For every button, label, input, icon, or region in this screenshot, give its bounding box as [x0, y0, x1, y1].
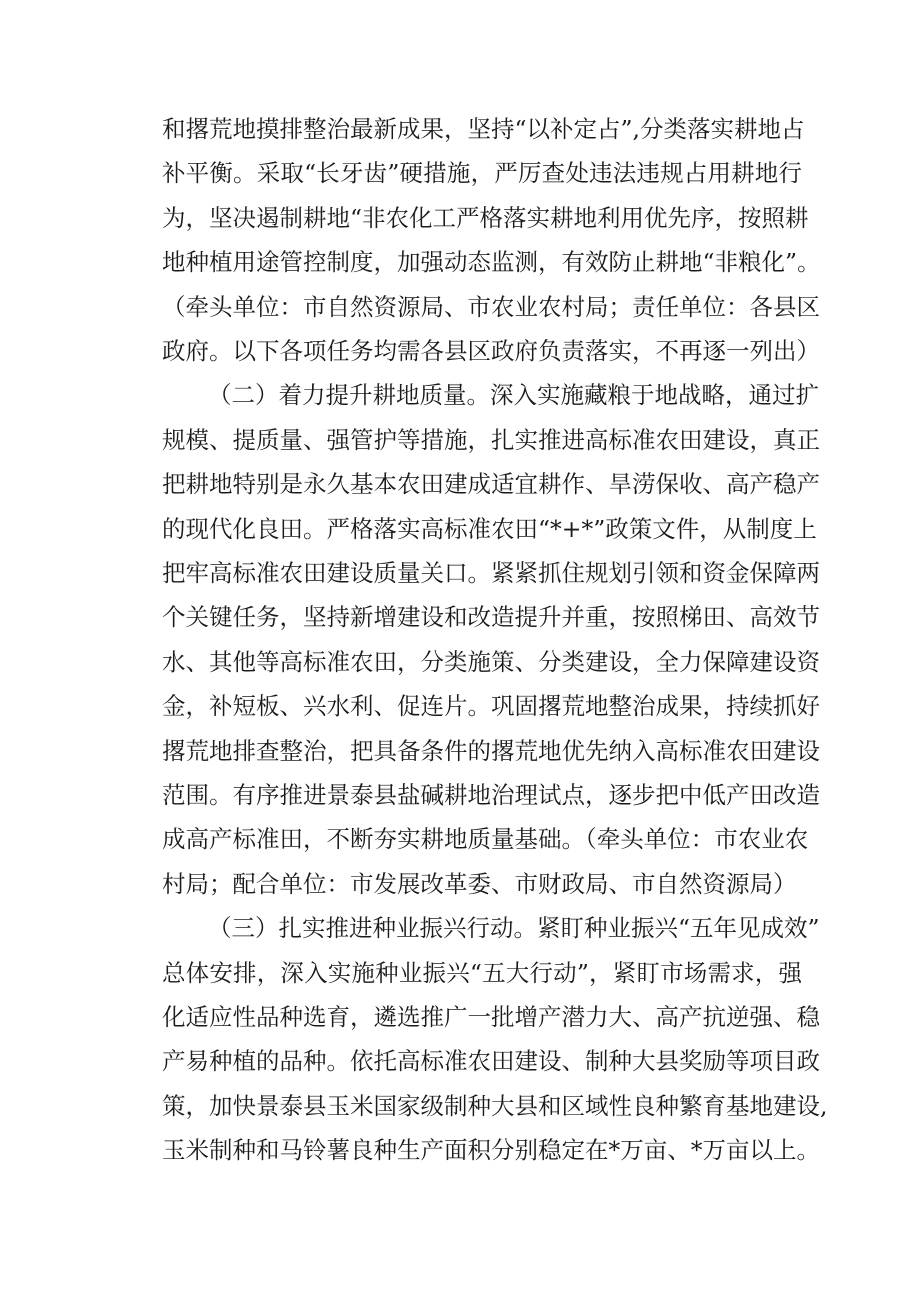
- text-line: 水、其他等高标准农田，分类施策、分类建设，全力保障建设资: [162, 648, 820, 676]
- text-line: 的现代化良田。严格落实高标准农田“*+*”政策文件，从制度上: [162, 515, 817, 543]
- text-line: 产易种植的品种。依托高标准农田建设、制种大县奖励等项目政: [162, 1047, 820, 1075]
- text-line: 策，加快景泰县玉米国家级制种大县和区域性良种繁育基地建设,: [162, 1092, 828, 1120]
- text-line: 政府。以下各项任务均需各县区政府负责落实，不再逐一列出）: [162, 337, 820, 365]
- text-line: 化适应性品种选育，遴选推广一批增产潜力大、高产抗逆强、稳: [162, 1003, 820, 1031]
- paragraph-first-line: （二）着力提升耕地质量。深入实施藏粮于地战略，通过扩: [208, 381, 819, 409]
- text-line: 补平衡。采取“长牙齿”硬措施，严厉查处违法违规占用耕地行: [162, 159, 802, 187]
- text-line: 为，坚决遏制耕地“非农化工严格落实耕地利用优先序，按照耕: [162, 204, 809, 232]
- text-line: 总体安排，深入实施种业振兴“五大行动”，紧盯市场需求，强: [162, 959, 802, 987]
- text-line: 地种植用途管控制度，加强动态监测，有效防止耕地“非粮化”。: [162, 248, 821, 276]
- text-line: 和撂荒地摸排整治最新成果，坚持“以补定占”,分类落实耕地占: [162, 115, 805, 143]
- text-line: 金，补短板、兴水利、促连片。巩固撂荒地整治成果，持续抓好: [162, 692, 820, 720]
- text-line: 撂荒地排查整治，把具备条件的撂荒地优先纳入高标准农田建设: [162, 737, 820, 765]
- text-line: 个关键任务，坚持新增建设和改造提升并重，按照梯田、高效节: [162, 603, 820, 631]
- text-line: 村局；配合单位：市发展改革委、市财政局、市自然资源局）: [162, 870, 797, 898]
- text-line: 把牢高标准农田建设质量关口。紧紧抓住规划引领和资金保障两: [162, 559, 820, 587]
- text-line: 范围。有序推进景泰县盐碱耕地治理试点，逐步把中低产田改造: [162, 781, 820, 809]
- paragraph-first-line: （三）扎实推进种业振兴行动。紧盯种业振兴“五年见成效”: [208, 914, 820, 942]
- text-line: （牵头单位：市自然资源局、市农业农村局；责任单位：各县区: [162, 293, 820, 321]
- text-line: 规模、提质量、强管护等措施，扎实推进高标准农田建设，真正: [162, 426, 820, 454]
- text-line: 玉米制种和马铃薯良种生产面积分别稳定在*万亩、*万亩以上。: [162, 1136, 820, 1164]
- text-line: 把耕地特别是永久基本农田建成适宜耕作、旱涝保收、高产稳产: [162, 470, 820, 498]
- text-line: 成高产标准田，不断夯实耕地质量基础。（牵头单位：市农业农: [162, 825, 809, 853]
